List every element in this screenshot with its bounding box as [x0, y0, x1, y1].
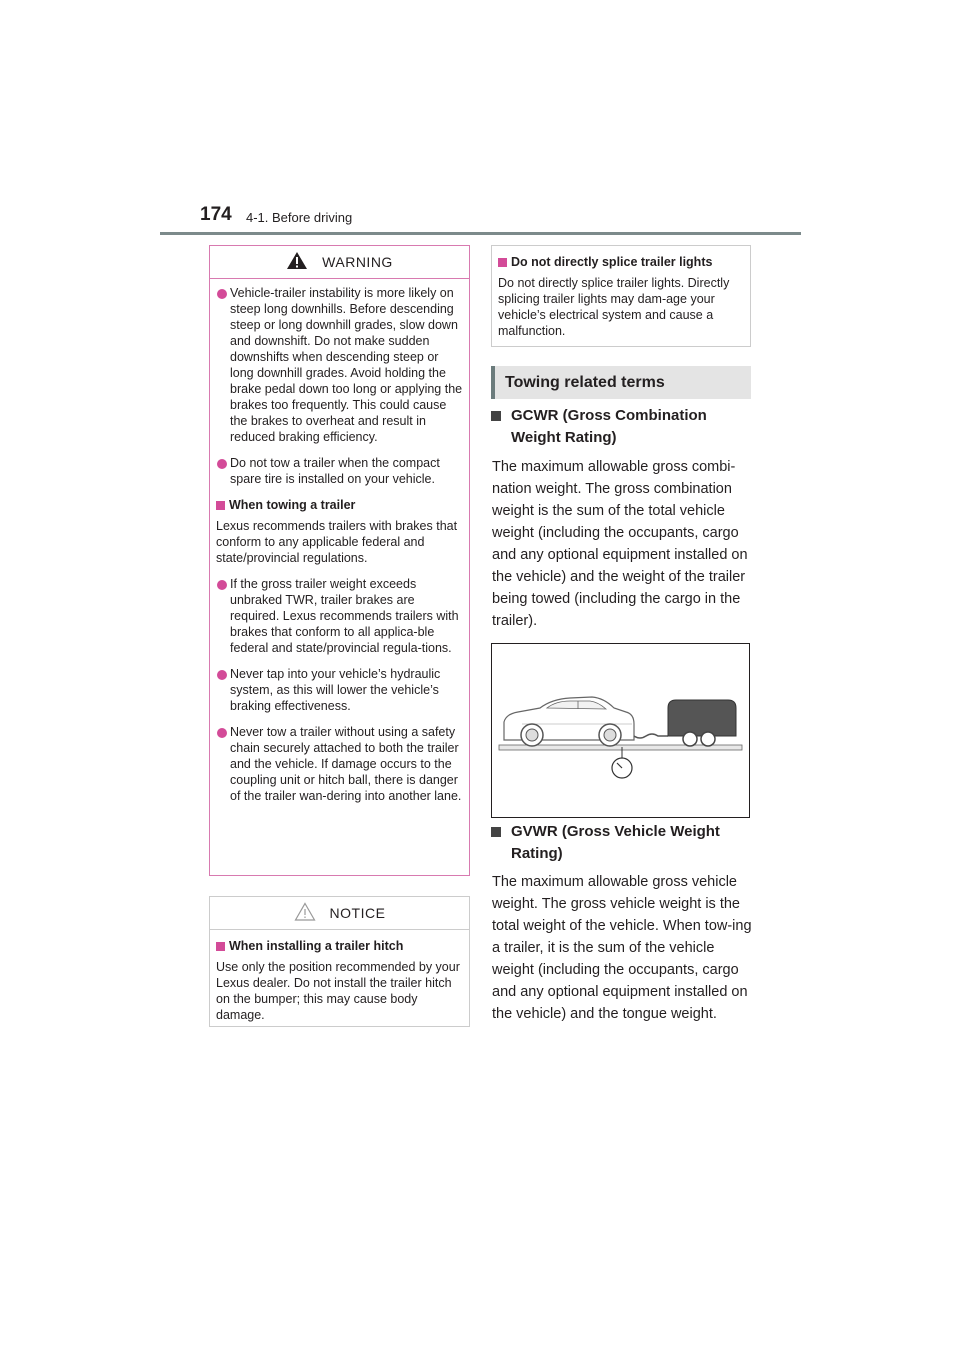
warning-box: [209, 245, 470, 876]
notice-paragraph: Use only the position recommended by your Lexus dealer. Do not install the trailer hitch on the bumper; this may cause body damage.: [216, 960, 460, 1022]
bullet-dot-icon: [217, 580, 227, 590]
section-heading: Towing related terms: [491, 366, 751, 399]
bullet-dot-icon: [217, 728, 227, 738]
square-bullet-icon: [216, 942, 225, 951]
page-number: 174: [200, 204, 232, 225]
gcwr-text: The maximum allowable gross combi-nation weight. The gross combination weight is the sum of the total vehicle weight (including the occupants, cargo and any optional equipment installed on the vehicle) and the weight of the trailer being towed (including the cargo in the trailer).: [492, 459, 748, 629]
warning-header: [210, 246, 469, 279]
square-bullet-icon: [498, 258, 507, 267]
header-rule: [160, 232, 801, 235]
splice-notice-box: [491, 245, 751, 347]
warning-triangle-icon: [286, 251, 308, 273]
warning-bullet: Vehicle-trailer instability is more likely on steep long downhills. Before descending steep or long downhill grades, slow down and downshift. Do not make sudden downshifts when descending steep or long downhill grades. Avoid holding the brake pedal down too long or applying the brakes too frequently. This could cause the brakes to overheat and result in reduced braking efficiency.: [216, 285, 463, 445]
gvwr-heading: GVWR (Gross Vehicle Weight Rating): [491, 821, 720, 865]
warning-title: WARNING: [322, 254, 393, 270]
warning-subheading: When towing a trailer: [216, 497, 463, 513]
notice-triangle-icon: [294, 902, 316, 924]
square-bullet-icon: [491, 411, 501, 421]
warning-bullet: If the gross trailer weight exceeds unbraked TWR, trailer brakes are required. Lexus recommends trailers with brakes that conform to all applica-ble federal and state/provincial regula-tions.: [216, 576, 463, 656]
splice-paragraph: Do not directly splice trailer lights. Directly splicing trailer lights may dam-age your vehicle’s electrical system and cause a malfunction.: [498, 276, 730, 338]
gcwr-heading: GCWR (Gross Combination Weight Rating): [491, 405, 707, 449]
warning-paragraph: Lexus recommends trailers with brakes that conform to any applicable federal and state/provincial regulations.: [216, 519, 458, 565]
square-bullet-icon: [491, 827, 501, 837]
car-towing-trailer-illustration: [491, 643, 750, 818]
notice-header: [210, 897, 469, 930]
warning-bullet: Do not tow a trailer when the compact spare tire is installed on your vehicle.: [216, 455, 463, 487]
splice-subheading: Do not directly splice trailer lights: [498, 254, 744, 270]
notice-subheading: When installing a trailer hitch: [216, 938, 463, 954]
bullet-dot-icon: [217, 670, 227, 680]
warning-bullet: Never tow a trailer without using a safety chain securely attached to both the trailer and the vehicle. If damage occurs to the coupling unit or hitch ball, there is danger of the trailer wan-dering into another lane.: [216, 724, 463, 804]
bullet-dot-icon: [217, 289, 227, 299]
notice-box: [209, 896, 470, 1027]
bullet-dot-icon: [217, 459, 227, 469]
square-bullet-icon: [216, 501, 225, 510]
warning-bullet: Never tap into your vehicle’s hydraulic system, as this will lower the vehicle’s braking effectiveness.: [216, 666, 463, 714]
gvwr-text: The maximum allowable gross vehicle weight. The gross vehicle weight is the total weight of the vehicle. When tow-ing a trailer, it is the sum of the vehicle weight (including the occupants, cargo and any optional equipment installed on the vehicle) and the tongue weight.: [492, 874, 752, 1022]
notice-title: NOTICE: [329, 905, 386, 921]
chapter-title: 4-1. Before driving: [246, 210, 353, 225]
